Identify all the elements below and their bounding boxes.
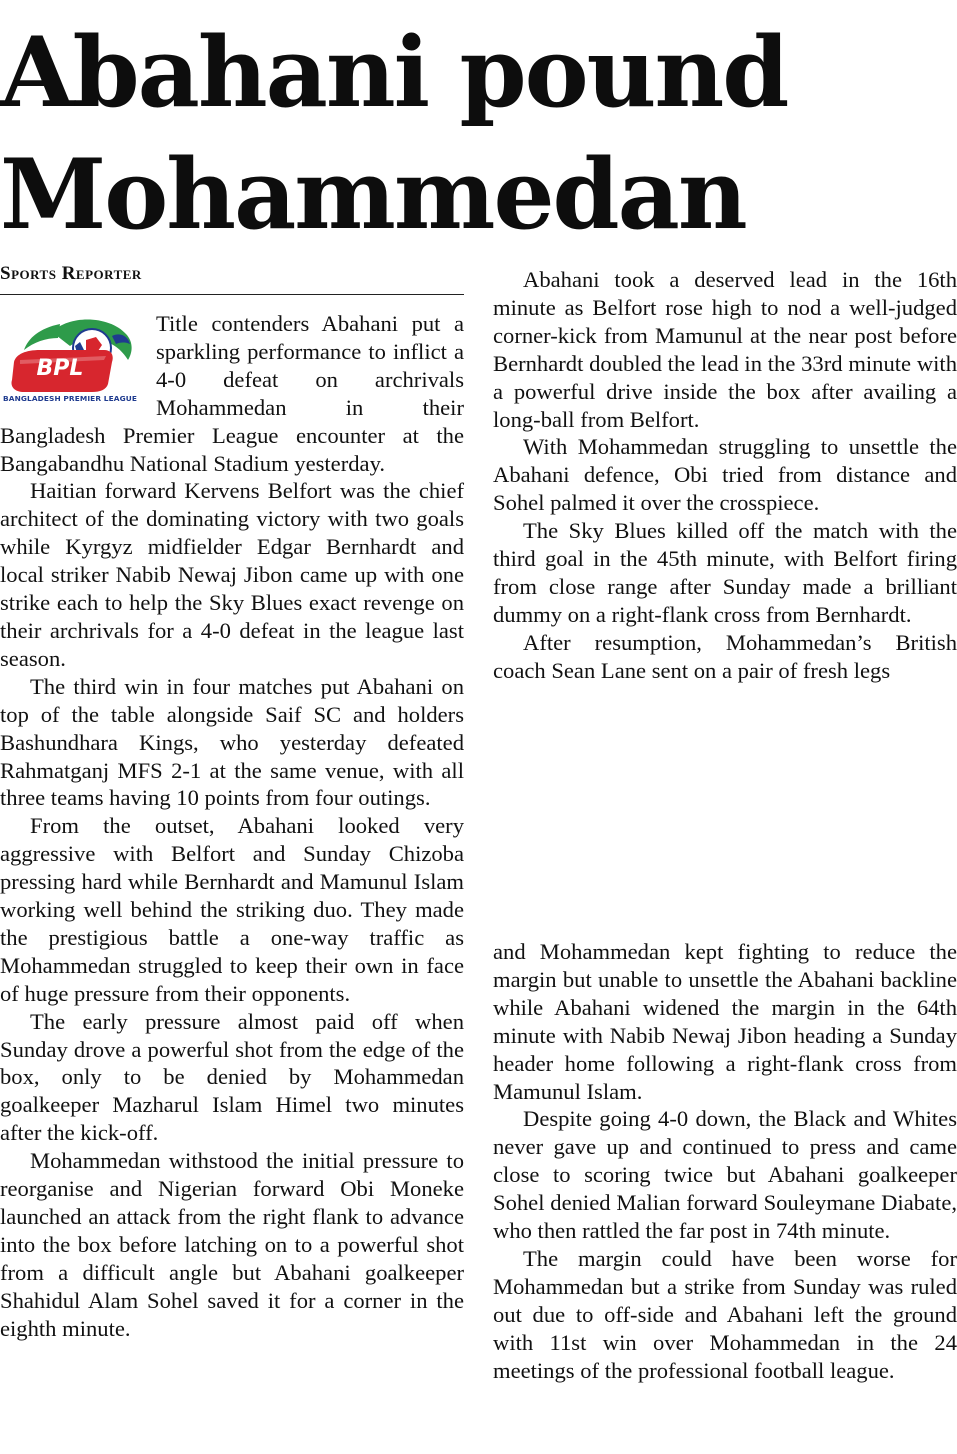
article-column-right-bottom [493,938,957,1385]
headline: Abahani pound Mohammedan [0,16,788,251]
byline: Sports Reporter [0,263,142,284]
article-column-left [0,310,464,1343]
paragraph: Mohammedan withstood the initial pressure to reorganise and Nigerian forward Obi Moneke launched an attack from the right flank to advance into the box before latching on to a powerful shot from a difficult angle but Abahani goalkeeper Shahidul Alam Sohel saved it for a corner in the eighth minute. [0,1148,464,1341]
bpl-logo [0,310,148,416]
paragraph: After resumption, Mohammedan’s British coach Sean Lane sent on a pair of fresh legs [493,629,957,683]
paragraph: From the outset, Abahani looked very aggressive with Belfort and Sunday Chizoba pressing hard while Bernhardt and Mamunul Islam working well behind the striking duo. They made the prestigious battle a one-way traffic as Mohammedan struggled to keep their own in face of huge pressure from their opponents. [0,813,464,1006]
paragraph: and Mohammedan kept fighting to reduce the margin but unable to unsettle the Abahani backline while Abahani widened the margin in the 64th minute with Nabib Newaj Jibon heading a Sunday header home following a right-flank cross from Mamunul Islam. [493,939,957,1104]
paragraph: The early pressure almost paid off when Sunday drove a powerful shot from the edge of the box, only to be denied by Mohammedan goalkeeper Mazharul Islam Himel two minutes after the kick-off. [0,1008,464,1146]
paragraph: The third win in four matches put Abahani on top of the table alongside Saif SC and holders Bashundhara Kings, who yesterday defeated Rahmatganj MFS 2-1 at the same venue, with all three teams having 10 points from four outings. [0,673,464,811]
paragraph: Title contenders Abahani put a sparkling performance to inflict a 4-0 defeat on archrivals Mohammedan in their Bangladesh Premier League encounter at the Bangabandhu National Stadium yesterday. [0,311,464,476]
bpl-logo-name: BANGLADESH PREMIER LEAGUE [3,394,137,403]
byline-rule [0,294,464,295]
paragraph: Despite going 4-0 down, the Black and Whites never gave up and continued to press and came close to scoring twice but Abahani goalkeeper Sohel denied Malian forward Souleymane Diabate, who then rattled the far post in 74th minute. [493,1106,957,1244]
bpl-logo-abbr: BPL [36,356,84,381]
paragraph: The Sky Blues killed off the match with the third goal in the 45th minute, with Belfort firing from close range after Sunday made a brilliant dummy on a right-flank cross from Bernhardt. [493,518,957,627]
article-column-right-top [493,266,957,685]
paragraph: Haitian forward Kervens Belfort was the chief architect of the dominating victory with two goals while Kyrgyz midfielder Edgar Bernhardt and local striker Nabib Newaj Jibon came up with one strike each to help the Sky Blues exact revenge on their archrivals for a 4-0 defeat in the league last season. [0,478,464,671]
paragraph: The margin could have been worse for Mohammedan but a strike from Sunday was ruled out due to off-side and Abahani left the ground with 11st win over Mohammedan in the 24 meetings of the professional football league. [493,1245,957,1383]
paragraph: With Mohammedan struggling to unsettle the Abahani defence, Obi tried from distance and Sohel palmed it over the crosspiece. [493,434,957,516]
paragraph: Abahani took a deserved lead in the 16th minute as Belfort rose high to nod a well-judged corner-kick from Mamunul at the near post before Bernhardt doubled the lead in the 33rd minute with a powerful drive inside the box after availing a long-ball from Belfort. [493,267,957,432]
